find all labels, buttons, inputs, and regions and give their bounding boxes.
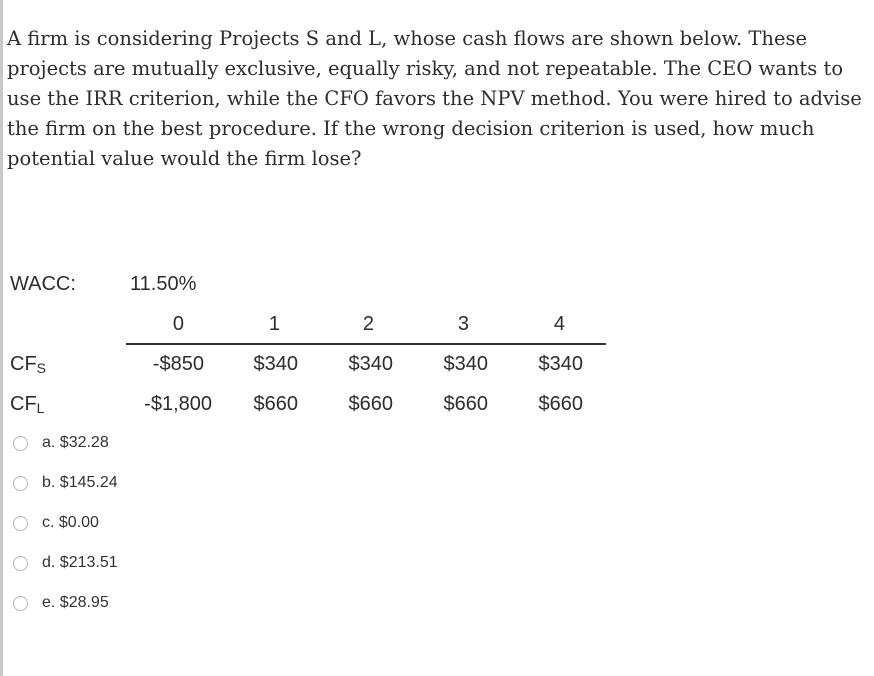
row-label-cfs (10, 353, 46, 376)
period-header: 3 (457, 313, 469, 335)
cash-flow-cell: $340 (253, 353, 298, 375)
answer-option-label: d. $213.51 (42, 554, 118, 571)
cash-flow-cell: $340 (443, 353, 488, 375)
cash-flow-cell: $660 (348, 393, 393, 415)
cash-flow-cell: -$1,800 (144, 393, 212, 415)
answer-option-label: e. $28.95 (42, 594, 109, 611)
cash-flow-cell: $340 (348, 353, 393, 375)
period-header: 1 (268, 313, 280, 335)
answer-option-a[interactable] (13, 434, 109, 452)
row-label-sub: L (36, 400, 45, 416)
period-header: 4 (553, 313, 565, 335)
answer-option-label: b. $145.24 (42, 474, 118, 491)
row-label-sub: S (36, 360, 47, 376)
period-header: 2 (362, 313, 374, 335)
radio-button[interactable] (13, 436, 28, 451)
answer-option-b[interactable] (13, 474, 118, 492)
cash-flow-cell: $660 (253, 393, 298, 415)
wacc-label: WACC: (10, 273, 76, 295)
answer-option-e[interactable] (13, 594, 109, 612)
left-border (0, 0, 3, 676)
radio-button[interactable] (13, 596, 28, 611)
answer-option-label: a. $32.28 (42, 434, 109, 451)
cash-flow-cell: $660 (538, 393, 583, 415)
radio-button[interactable] (13, 516, 28, 531)
answer-option-c[interactable] (13, 514, 99, 532)
table-divider (126, 343, 606, 345)
wacc-value: 11.50% (130, 273, 197, 295)
radio-button[interactable] (13, 556, 28, 571)
cash-flow-cell: -$850 (152, 353, 204, 375)
period-header: 0 (172, 313, 184, 335)
row-label-main: CF (10, 353, 37, 375)
answer-option-d[interactable] (13, 554, 118, 572)
answer-option-label: c. $0.00 (42, 514, 99, 531)
cash-flow-cell: $660 (443, 393, 488, 415)
question-text: A firm is considering Projects S and L, whose cash flows are shown below. These projects are mutually exclusive, equally risky, and not repeatable. The CEO wants to use the IRR criterion, while the CFO favors the NPV method. You were hired to advise the firm on the best procedure. If the wrong decision criterion is used, how much potential value would the firm lose? (7, 27, 862, 170)
row-label-cfl (10, 393, 44, 416)
row-label-main: CF (10, 393, 37, 415)
cash-flow-cell: $340 (538, 353, 583, 375)
radio-button[interactable] (13, 476, 28, 491)
